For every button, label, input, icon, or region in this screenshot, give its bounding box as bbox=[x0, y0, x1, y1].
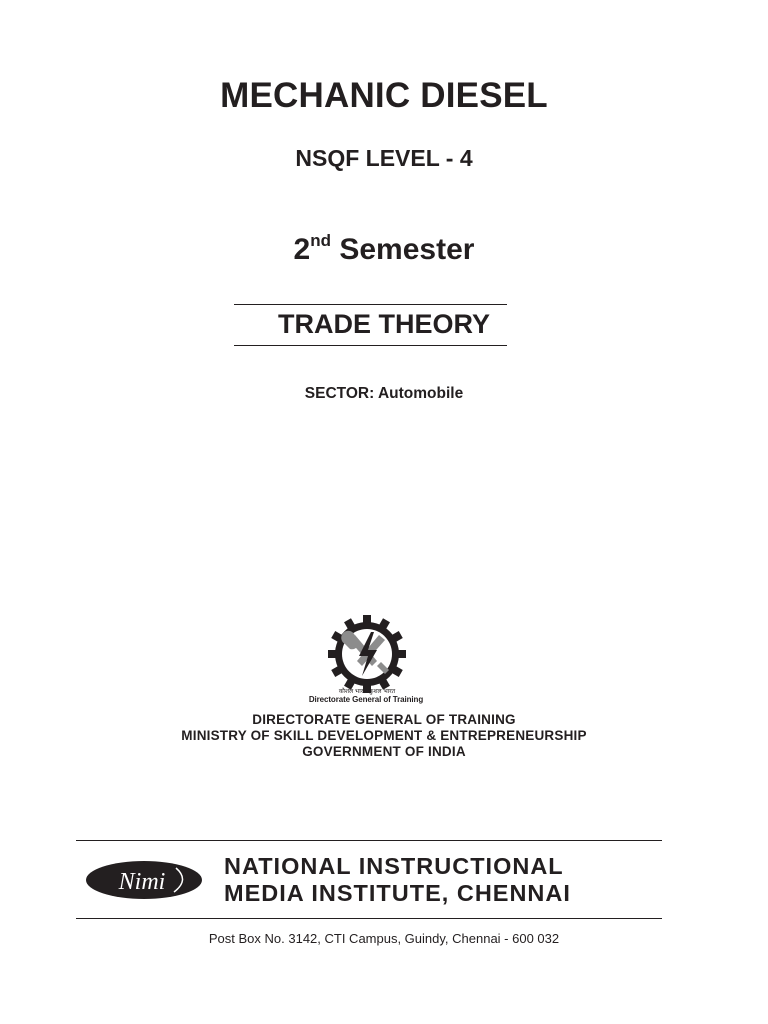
dgt-gear-emblem-icon bbox=[304, 614, 428, 696]
authority-line-1: DIRECTORATE GENERAL OF TRAINING bbox=[252, 712, 516, 727]
subject-title: TRADE THEORY bbox=[277, 309, 490, 339]
nsqf-level: NSQF LEVEL - 4 bbox=[295, 145, 473, 171]
publisher-top-divider bbox=[76, 840, 662, 841]
nimi-logo bbox=[84, 859, 204, 901]
authority-line-3: GOVERNMENT OF INDIA bbox=[302, 744, 466, 759]
publisher-name-line-2: MEDIA INSTITUTE, CHENNAI bbox=[224, 880, 571, 906]
publisher-bottom-divider bbox=[76, 918, 662, 919]
authority-line-2: MINISTRY OF SKILL DEVELOPMENT & ENTREPRENEURSHIP bbox=[181, 728, 587, 743]
publisher-address: Post Box No. 3142, CTI Campus, Guindy, Chennai - 600 032 bbox=[208, 931, 560, 946]
dgt-logo-caption: Directorate General of Training bbox=[308, 695, 424, 704]
sector-line bbox=[0, 385, 768, 403]
sector-value: Automobile bbox=[377, 385, 464, 402]
semester-number: 2 bbox=[293, 233, 311, 266]
sector-label: SECTOR: bbox=[304, 385, 375, 402]
subject-bottom-divider bbox=[234, 345, 507, 346]
dgt-logo bbox=[304, 614, 436, 710]
publisher-name-line-1: NATIONAL INSTRUCTIONAL bbox=[224, 853, 564, 879]
semester-suffix: nd bbox=[310, 231, 332, 250]
nimi-logo-text: Nimi bbox=[118, 869, 166, 895]
subject-top-divider bbox=[234, 304, 507, 305]
semester-label: Semester bbox=[339, 233, 475, 266]
page-title: MECHANIC DIESEL bbox=[220, 76, 548, 115]
nimi-oval-icon bbox=[84, 859, 204, 901]
dgt-motto: कौशल भारत-कुशल भारत bbox=[338, 688, 396, 695]
semester-heading bbox=[0, 233, 768, 267]
